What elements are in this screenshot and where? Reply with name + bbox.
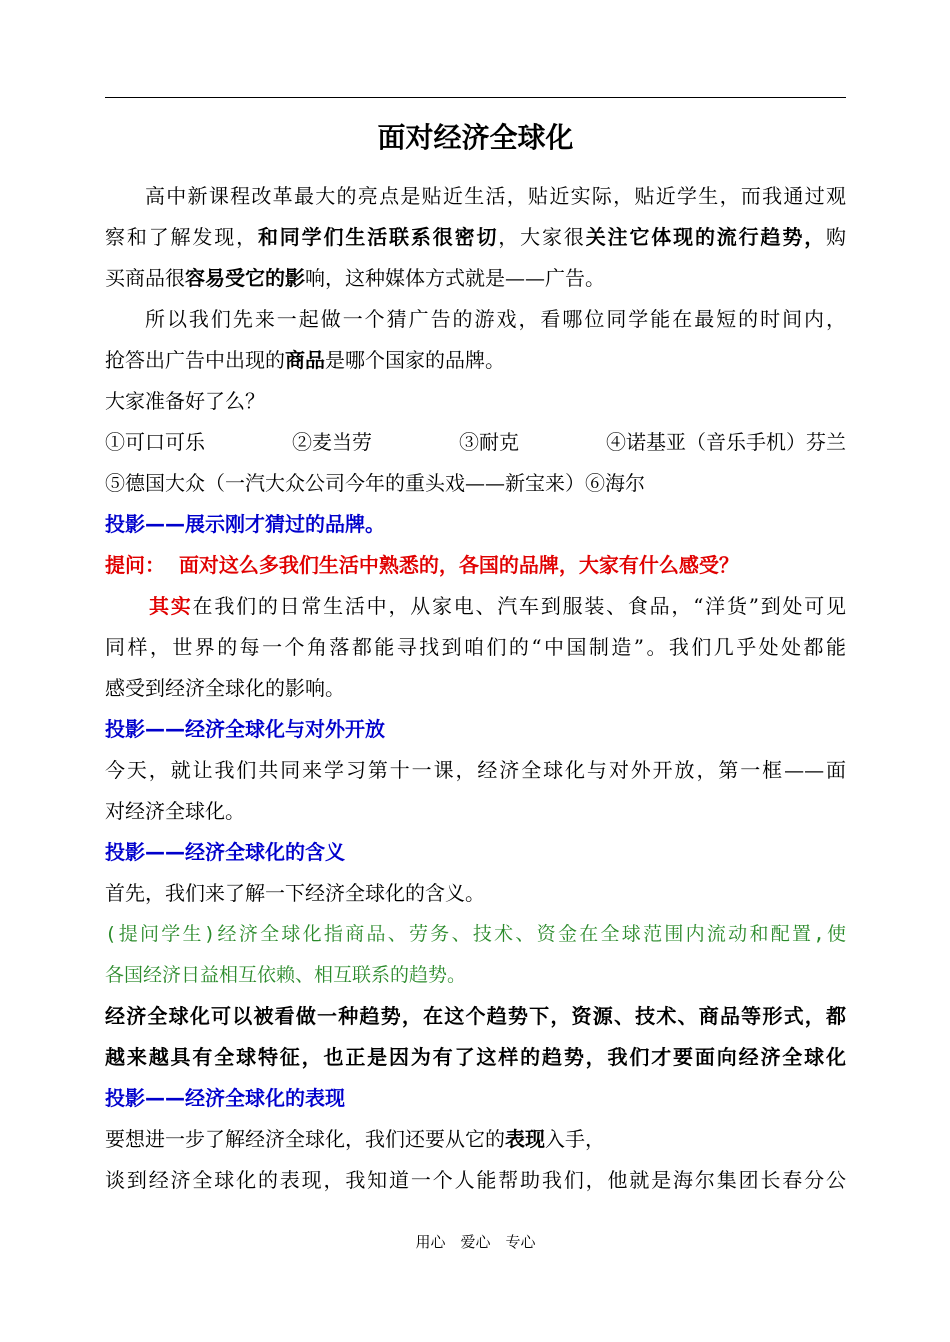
text-run: 察和了解发现， (105, 225, 258, 249)
header-rule (105, 97, 846, 98)
bold-paragraph-line-1: 经济全球化可以被看做一种趋势，在这个趋势下，资源、技术、商品等形式，都 (105, 1004, 846, 1028)
text-run: 购 (826, 225, 846, 249)
question-label: 提问： (105, 553, 165, 577)
page-footer: 用心 爱心 专心 (415, 1233, 536, 1251)
paragraph-2-line-2 (105, 340, 846, 381)
document-body (105, 176, 846, 1201)
paragraph-4-line-2: 对经济全球化。 (105, 799, 245, 823)
definition-line-1: (提问学生)经济全球化指商品、劳务、技术、资金在全球范围内流动和配置,使 (105, 923, 846, 945)
paragraph-3-line-3: 感受到经济全球化的影响。 (105, 676, 345, 700)
bold-run: 容易受它的影 (185, 266, 305, 290)
paragraph-6-line-1 (105, 1119, 846, 1160)
ready-question: 大家准备好了么？ (105, 389, 265, 413)
brand-item-2: ②麦当劳 (292, 430, 372, 454)
paragraph-1-line-1: 高中新课程改革最大的亮点是贴近生活，贴近实际，贴近学生，而我通过观 (145, 184, 846, 208)
paragraph-2-line-1: 所以我们先来一起做一个猜广告的游戏，看哪位同学能在最短的时间内， (145, 307, 846, 331)
brand-item-3: ③耐克 (459, 430, 519, 454)
projection-heading-3: 投影——经济全球化的含义 (105, 840, 345, 864)
bold-run: 和同学们生活联系很密切 (257, 225, 499, 249)
brand-item-1: ①可口可乐 (105, 430, 205, 454)
paragraph-3-line-2: 同样，世界的每一个角落都能寻找到咱们的“中国制造”。我们几乎处处都能 (105, 635, 846, 659)
brand-list-row-2: ⑤德国大众（一汽大众公司今年的重头戏——新宝来）⑥海尔 (105, 471, 645, 495)
bold-run: 表现 (505, 1127, 545, 1151)
text-run: 要想进一步了解经济全球化，我们还要从它的 (105, 1127, 505, 1151)
paragraph-1-line-2 (105, 217, 846, 258)
projection-heading-1: 投影——展示刚才猜过的品牌。 (105, 512, 385, 536)
projection-heading-4: 投影——经济全球化的表现 (105, 1086, 345, 1110)
text-run: ，大家很 (498, 225, 586, 249)
definition-line-2: 各国经济日益相互依赖、相互联系的趋势。 (105, 964, 467, 986)
highlight-run: 其实 (149, 594, 193, 618)
paragraph-1-line-3 (105, 258, 846, 299)
text-run: 入手， (545, 1127, 605, 1151)
bold-paragraph-line-2: 越来越具有全球特征，也正是因为有了这样的趋势，我们才要面向经济全球化 (105, 1045, 846, 1069)
text-run: 在我们的日常生活中，从家电、汽车到服装、食品，“洋货”到处可见 (192, 594, 846, 618)
paragraph-4-line-1: 今天，就让我们共同来学习第十一课，经济全球化与对外开放，第一框——面 (105, 758, 846, 782)
projection-heading-2: 投影——经济全球化与对外开放 (105, 717, 385, 741)
paragraph-5: 首先，我们来了解一下经济全球化的含义。 (105, 881, 485, 905)
paragraph-3-line-1 (105, 586, 846, 627)
text-run: 买商品很 (105, 266, 185, 290)
bold-run: 关注它体现的流行趋势， (585, 225, 827, 249)
brand-list-row-1 (105, 422, 846, 463)
paragraph-6-line-2: 谈到经济全球化的表现，我知道一个人能帮助我们，他就是海尔集团长春分公 (105, 1168, 846, 1192)
question-line (105, 545, 846, 586)
question-text: 面对这么多我们生活中熟悉的，各国的品牌，大家有什么感受？ (178, 553, 739, 577)
text-run: 抢答出广告中出现的 (105, 348, 285, 372)
document-title: 面对经济全球化 (377, 121, 574, 154)
bold-run: 商品 (285, 348, 325, 372)
text-run: 响，这种媒体方式就是——广告。 (305, 266, 605, 290)
text-run: 是哪个国家的品牌。 (325, 348, 505, 372)
brand-item-4: ④诺基亚（音乐手机）芬兰 (606, 430, 846, 454)
